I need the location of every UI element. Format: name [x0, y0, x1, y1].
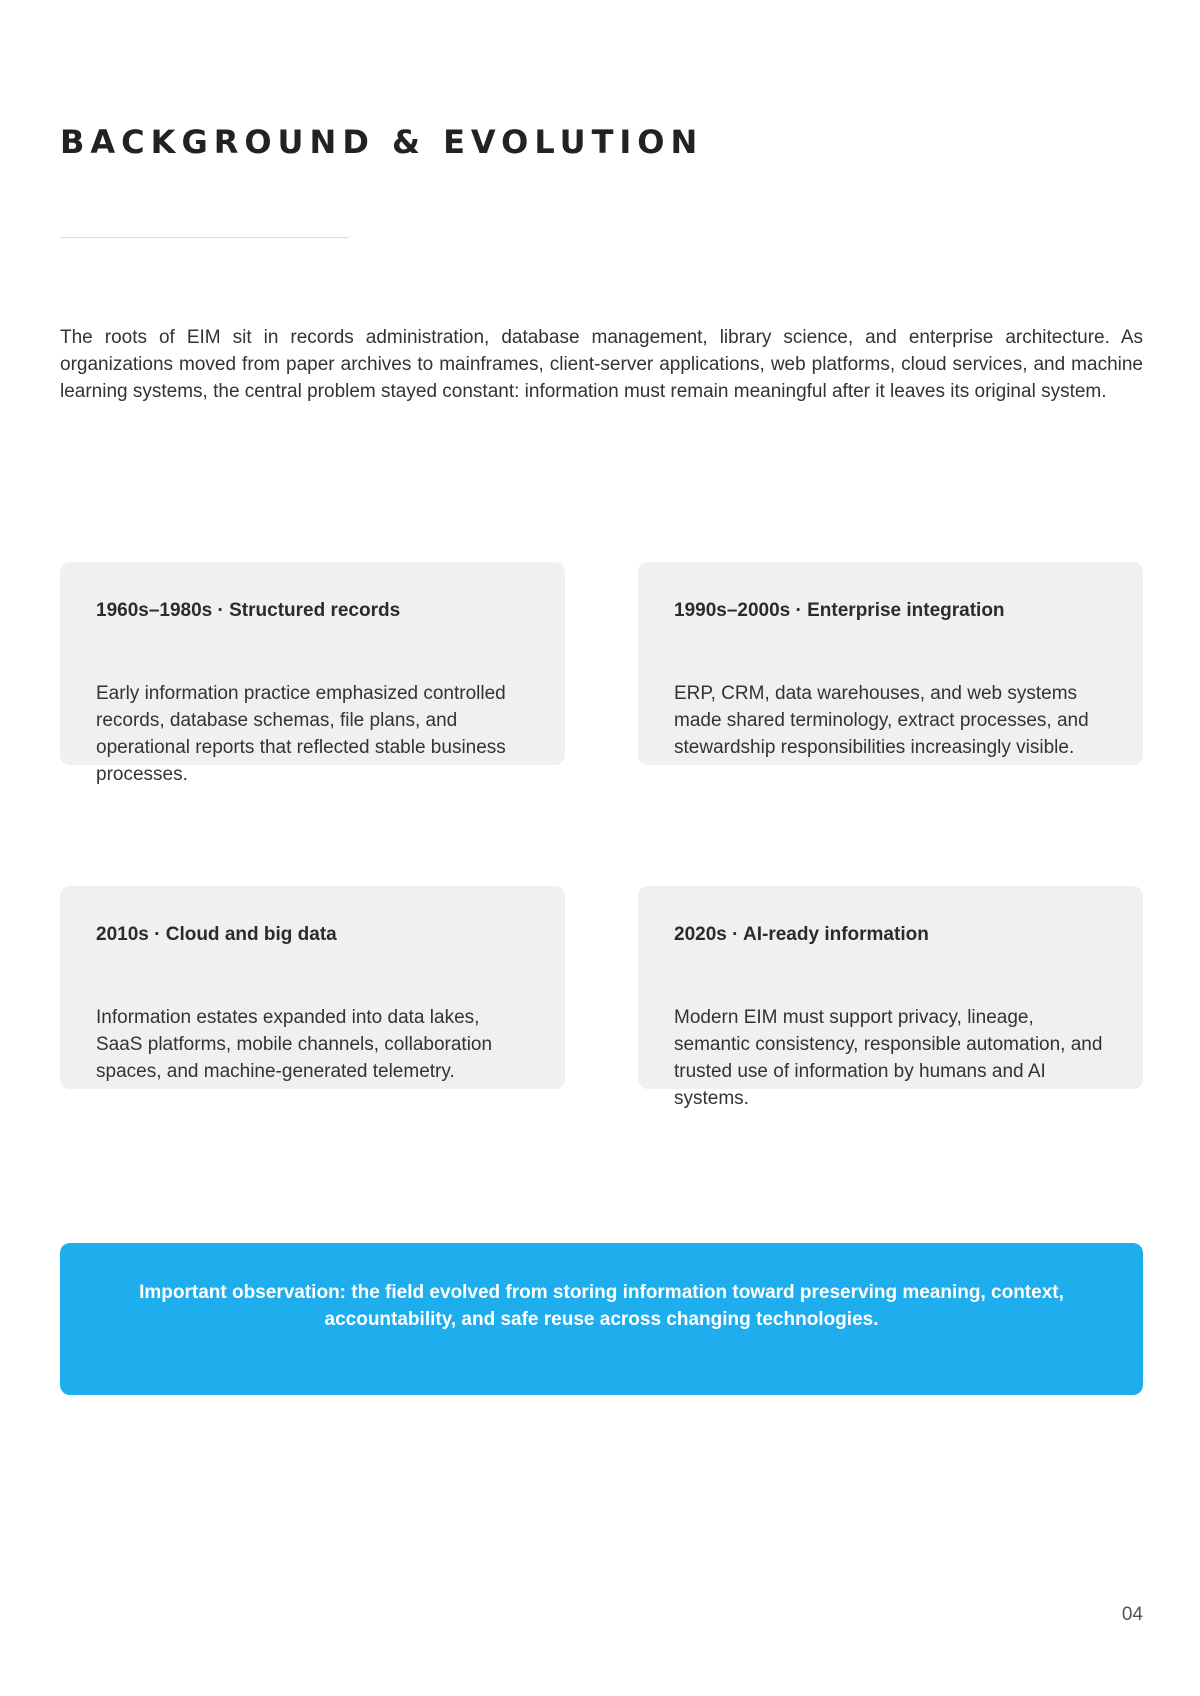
page-title: BACKGROUND & EVOLUTION	[60, 123, 704, 161]
observation-callout	[60, 1243, 1143, 1395]
timeline-card-2020s	[638, 886, 1143, 1109]
card-body: Modern EIM must support privacy, lineage, semantic consistency, responsible automation, and trusted use of information by humans and AI systems.	[674, 1007, 1103, 1109]
callout-text: Important observation: the field evolved from storing information toward preserving meaning, context, accountability, and safe reuse across changing technologies.	[139, 1282, 1064, 1330]
card-body: Information estates expanded into data lakes, SaaS platforms, mobile channels, collaboration spaces, and machine-generated telemetry.	[96, 1007, 493, 1082]
timeline-card-2010s	[60, 886, 565, 1089]
card-title: 1990s–2000s · Enterprise integration	[674, 600, 1005, 621]
card-body: Early information practice emphasized controlled records, database schemas, file plans, and operational reports that reflected stable business processes.	[96, 683, 506, 785]
card-title: 2020s · AI-ready information	[674, 924, 929, 945]
card-body: ERP, CRM, data warehouses, and web systems made shared terminology, extract processes, and stewardship responsibilities increasingly visible.	[674, 683, 1089, 758]
card-title: 1960s–1980s · Structured records	[96, 600, 401, 621]
title-divider	[60, 237, 349, 238]
timeline-card-1990s	[638, 562, 1143, 765]
intro-paragraph: The roots of EIM sit in records administration, database management, library science, and enterprise architecture. As organizations moved from paper archives to mainframes, client-server applications, web platforms, cloud services, and machine learning systems, the central problem stayed constant: information must remain meaningful after it leaves its original system.	[60, 327, 1143, 402]
card-title: 2010s · Cloud and big data	[96, 924, 337, 945]
page-number: 04	[1121, 1604, 1143, 1625]
timeline-card-1960s	[60, 562, 565, 785]
